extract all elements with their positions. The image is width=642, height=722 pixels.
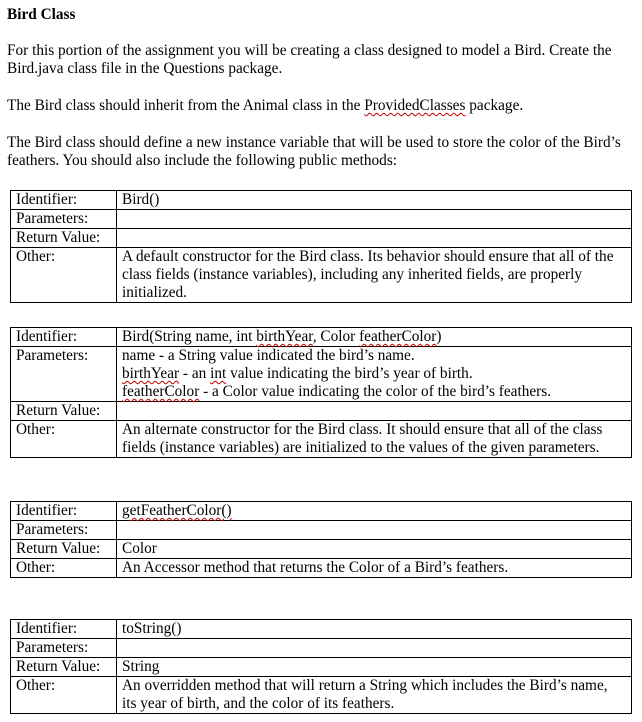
other-label: Other: <box>11 559 117 578</box>
return-value-label: Return Value: <box>11 402 117 421</box>
intro-p2-text-c: package. <box>465 97 524 114</box>
param-birth-year-name: birthYear <box>122 365 180 382</box>
other-label: Other: <box>11 677 117 714</box>
method-table-get-feather-color <box>10 501 632 578</box>
parameters-value <box>117 521 632 540</box>
other-value: A default constructor for the Bird class. Its behavior should ensure that all of the class fields (instance variables), including any inherited fields, are properly initialized. <box>117 248 632 303</box>
parameters-value <box>117 639 632 658</box>
other-value: An Accessor method that returns the Color of a Bird’s feathers. <box>117 559 632 578</box>
return-value-value: Color <box>117 540 632 559</box>
other-label: Other: <box>11 421 117 458</box>
parameters-label: Parameters: <box>11 347 117 402</box>
intro-paragraph-1: For this portion of the assignment you will be creating a class designed to model a Bird. Create the Bird.java class file in the Questions package. <box>7 42 612 77</box>
table-row <box>11 559 632 578</box>
table-row <box>11 540 632 559</box>
table-row <box>11 402 632 421</box>
table-row <box>11 191 632 210</box>
identifier-text: getFeatherColor() <box>122 502 232 519</box>
method-table-alternate-constructor <box>10 327 632 458</box>
identifier-value <box>117 502 632 521</box>
table-row <box>11 639 632 658</box>
method-table-default-constructor <box>10 190 632 303</box>
identifier-part-e: ) <box>436 328 442 345</box>
table-row <box>11 210 632 229</box>
return-value-label: Return Value: <box>11 658 117 677</box>
param-birth-year-type: int <box>210 365 227 382</box>
return-value-value <box>117 229 632 248</box>
param-birth-year-text-d: value indicating the bird’s year of birth. <box>226 365 473 382</box>
intro-paragraph-3: The Bird class should define a new instance variable that will be used to store the color of the Bird’s feathers. You should also include the following public methods: <box>7 134 621 169</box>
other-value: An overridden method that will return a String which includes the Bird’s name, its year of birth, and the color of its feathers. <box>117 677 632 714</box>
identifier-label: Identifier: <box>11 191 117 210</box>
method-table-to-string <box>10 619 632 714</box>
identifier-label: Identifier: <box>11 328 117 347</box>
table-row <box>11 421 632 458</box>
table-row <box>11 502 632 521</box>
return-value-label: Return Value: <box>11 540 117 559</box>
return-value-value <box>117 402 632 421</box>
parameters-value <box>117 347 632 402</box>
param-birth-year-text-b: - an <box>179 365 211 382</box>
parameters-value <box>117 210 632 229</box>
identifier-part-b: birthYear <box>256 328 313 345</box>
param-feather-color-name: featherColor <box>122 383 200 400</box>
return-value-value: String <box>117 658 632 677</box>
other-value: An alternate constructor for the Bird class. It should ensure that all of the class fields (instance variables) are initialized to the values of the given parameters. <box>117 421 632 458</box>
table-row <box>11 620 632 639</box>
parameter-birth-year <box>122 365 625 383</box>
identifier-part-d: featherColor <box>359 328 437 345</box>
identifier-label: Identifier: <box>11 502 117 521</box>
table-row <box>11 677 632 714</box>
parameters-label: Parameters: <box>11 210 117 229</box>
table-row <box>11 229 632 248</box>
identifier-value <box>117 328 632 347</box>
return-value-label: Return Value: <box>11 229 117 248</box>
page-title: Bird Class <box>7 6 76 23</box>
intro-p2-text-a: The Bird class should inherit from the Animal class in the <box>7 97 365 114</box>
table-row <box>11 521 632 540</box>
identifier-value: toString() <box>117 620 632 639</box>
table-row <box>11 248 632 303</box>
table-row <box>11 328 632 347</box>
provided-classes-package: ProvidedClasses <box>364 97 466 114</box>
table-row <box>11 347 632 402</box>
parameters-label: Parameters: <box>11 521 117 540</box>
intro-paragraph-2 <box>7 97 632 115</box>
identifier-label: Identifier: <box>11 620 117 639</box>
parameter-feather-color <box>122 383 625 401</box>
identifier-part-c: , Color <box>312 328 360 345</box>
identifier-value: Bird() <box>117 191 632 210</box>
table-row <box>11 658 632 677</box>
param-feather-color-text-b: - a Color value indicating the color of the bird’s feathers. <box>199 383 552 400</box>
other-label: Other: <box>11 248 117 303</box>
identifier-part-a: Bird(String name, int <box>122 328 257 345</box>
parameter-name: name - a String value indicated the bird’s name. <box>122 347 415 364</box>
parameters-label: Parameters: <box>11 639 117 658</box>
